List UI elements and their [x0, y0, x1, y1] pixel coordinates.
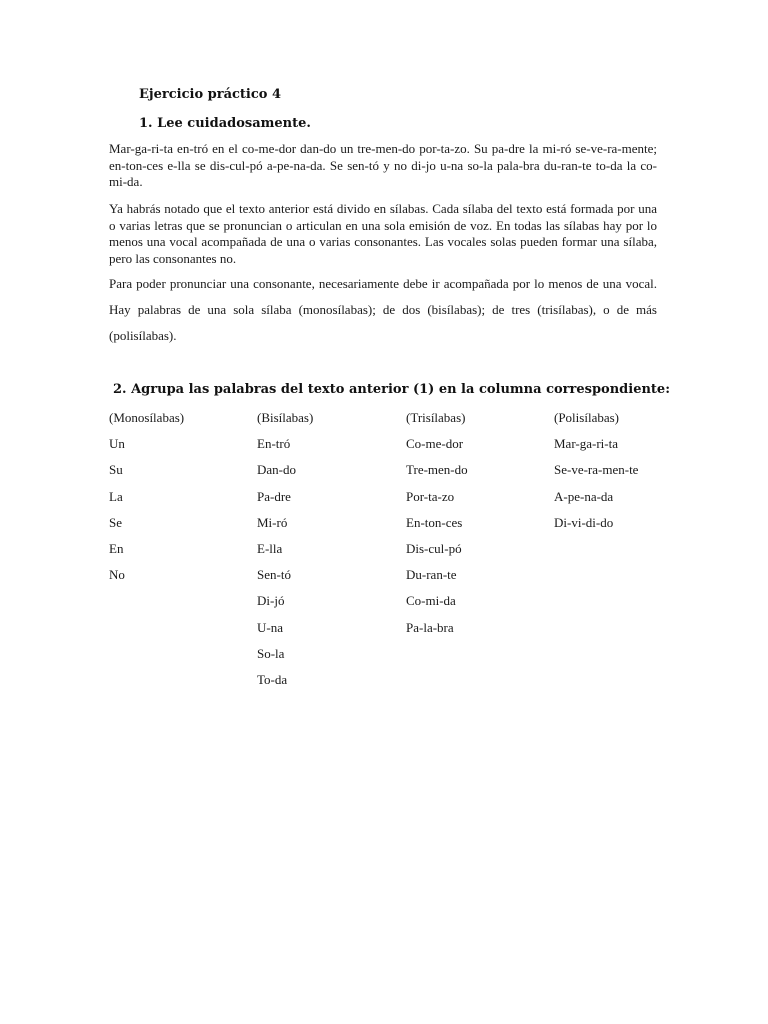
word-cell: Co-me-dor [406, 436, 464, 452]
word-cell: So-la [257, 645, 285, 661]
word-cell: A-pe-na-da [554, 488, 614, 504]
word-cell: Dan-do [257, 462, 296, 478]
section1-heading: 1. Lee cuidadosamente. [139, 116, 311, 131]
word-cell: Co-mi-da [406, 593, 456, 609]
word-cell: Sen-tó [257, 567, 291, 583]
column-bisilabas [257, 405, 313, 693]
word-cell: E-lla [257, 540, 283, 556]
word-cell: No [109, 567, 125, 583]
word-cell: La [109, 488, 123, 504]
word-cell: Pa-dre [257, 488, 291, 504]
paragraph-syllable-types: Para poder pronunciar una consonante, necesariamente debe ir acompañada por lo menos de una vocal. Hay palabras de una sola sílaba (monosílabas); de dos (bisílabas); de tres (trisílabas), o de más (polisílabas). [109, 276, 657, 343]
word-cell: Di-vi-di-do [554, 514, 614, 530]
word-cell: Mi-ró [257, 514, 288, 530]
word-cell: En [109, 540, 124, 556]
paragraph-syllabified-text: Mar-ga-ri-ta en-tró en el co-me-dor dan-do un tre-men-do por-ta-zo. Su pa-dre la mi-ró se-ve-ra-mente; en-ton-ces e-lla se dis-cul-pó a-pe-na-da. Se sen-tó y no di-jo u-na so-la pala-bra du-ran-te to-da la co-mi-da. [109, 141, 657, 189]
word-cell: Du-ran-te [406, 567, 457, 583]
column-header: (Trisílabas) [406, 410, 466, 425]
word-cell: En-tró [257, 436, 291, 452]
column-polisilabas [554, 405, 638, 536]
word-cell: Un [109, 436, 125, 452]
word-cell: To-da [257, 671, 288, 687]
section2-heading: 2. Agrupa las palabras del texto anterior (1) en la columna correspondiente: [113, 382, 670, 397]
column-header: (Bisílabas) [257, 410, 314, 425]
word-cell: Por-ta-zo [406, 488, 455, 504]
column-header: (Monosílabas) [109, 410, 185, 425]
word-cell: Se-ve-ra-men-te [554, 462, 639, 478]
column-trisilabas [406, 405, 468, 641]
paragraph-syllables-explanation: Ya habrás notado que el texto anterior está divido en sílabas. Cada sílaba del texto está formada por una o varias letras que se pronuncian o articulan en una sola emisión de voz. En todas las sílabas hay por lo menos una vocal acompañada de una o varias consonantes. Las vocales solas pueden formar una sílaba, pero las consonantes no. [109, 201, 657, 266]
word-cell: Mar-ga-ri-ta [554, 436, 618, 452]
page-title: Ejercicio práctico 4 [139, 87, 282, 102]
word-cell: Se [109, 514, 122, 530]
column-monosilabas [109, 405, 184, 588]
word-cell: En-ton-ces [406, 514, 463, 530]
word-cell: Tre-men-do [406, 462, 468, 478]
word-cell: Pa-la-bra [406, 619, 454, 635]
word-cell: Di-jó [257, 593, 285, 609]
word-cell: Dis-cul-pó [406, 540, 462, 556]
word-cell: Su [109, 462, 123, 478]
column-header: (Polisílabas) [554, 410, 619, 425]
word-cell: U-na [257, 619, 283, 635]
